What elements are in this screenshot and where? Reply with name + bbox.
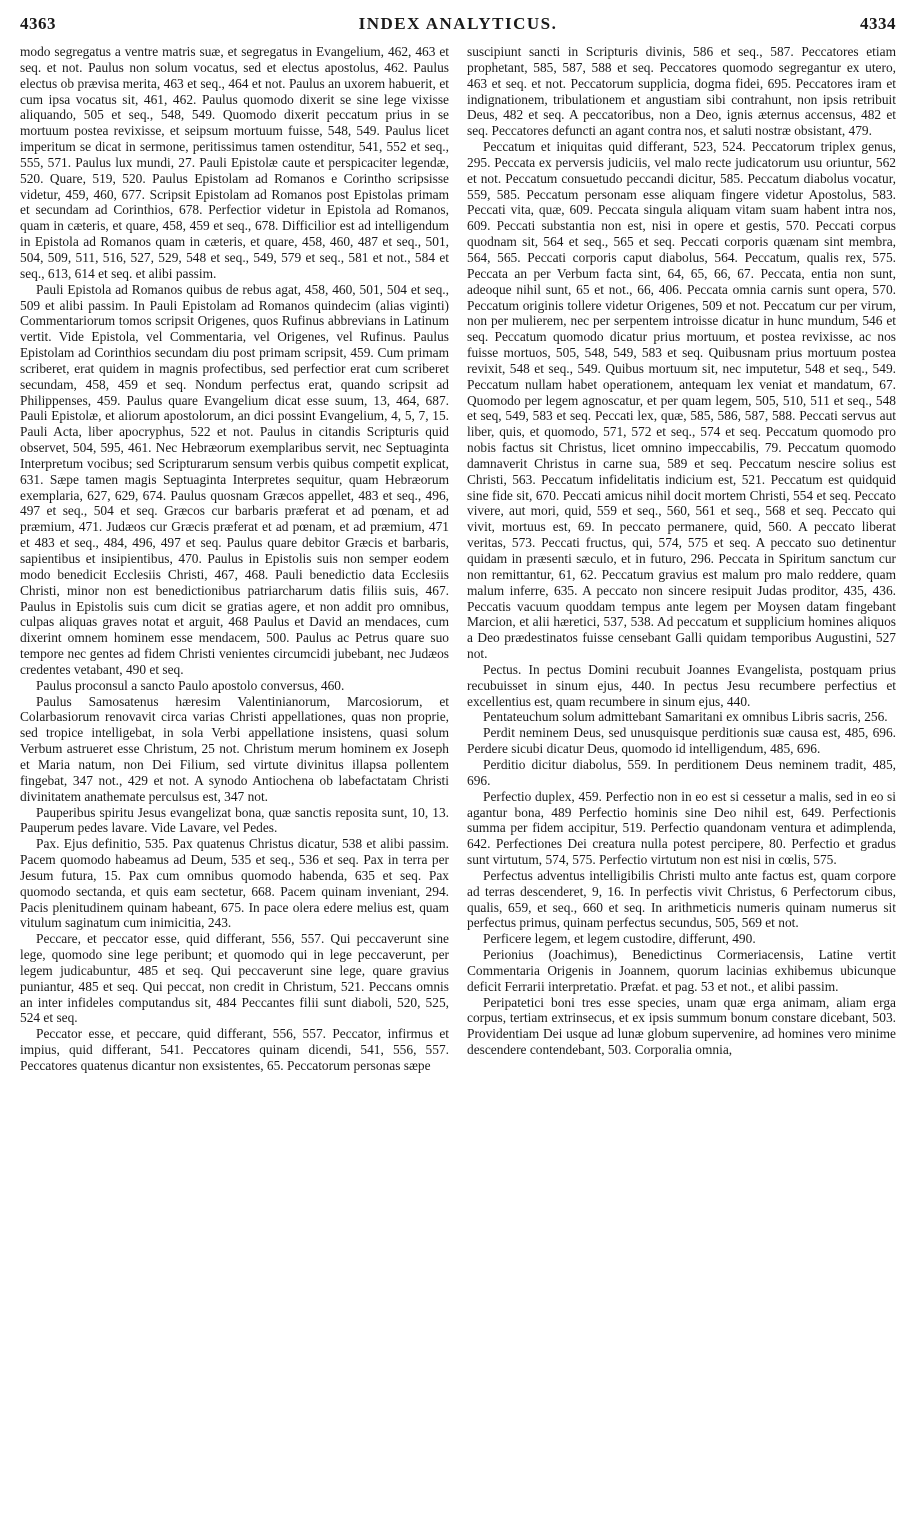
index-entry: Paulus Samosatenus hæresim Valentinianorum, Marcosiorum, et Colarbasiorum renovavit circa varias Christi appellationes, quas non proprie, sed tropice intelligebat, in sola Verbi appellatione insistens, quasi solum Verbum astrueret esse Christum, 25 not. Christum merum hominem ex Joseph et Maria natum, non Dei Filium, sed virtute divinitus illapsa pollentem fingebat, 347 not., 429 et not. A synodo Antiochena ob labefactatam Christi divinitatem anathemate perculsus est, 347 not. bbox=[20, 693, 449, 804]
index-entry: Perdit neminem Deus, sed unusquisque perditionis suæ causa est, 485, 696. Perdere sicubi dicatur Deus, quomodo id intelligendum, 485, 696. bbox=[467, 725, 896, 757]
index-entry: Perfectus adventus intelligibilis Christi multo ante factus est, quam corpore ad terras descenderet, 9, 16. In perfectis vivit Christus, 6 Perfectorum cibus, qualis, 659, et seq., 660 et seq. In arithmeticis numeris quinam numerus sit perfectus primus, quinam perfectus secundus, 505, 569 et not. bbox=[467, 867, 896, 931]
index-entry: Pectus. In pectus Domini recubuit Joannes Evangelista, postquam prius recubuisset in sinum ejus, 440. In pectus Jesu recumbere perfectius et excellentius est, quam recumbere in sinum ejus, 440. bbox=[467, 661, 896, 709]
index-entry: Perfectio duplex, 459. Perfectio non in eo est si cessetur a malis, sed in eo si agantur bona, 489 Perfectio hominis sine Deo nihil est, 649. Perfectionis summa per fidem accipitur, 519. Perfectio quandonam ventura et adimplenda, 642. Perfectiones Dei creatura nulla potest percipere, 80. Perfectio et gradus sunt virtutum, 574, 575. Perfectio virtutum non est nisi in cœlis, 575. bbox=[467, 788, 896, 868]
index-entry: Peccatum et iniquitas quid differant, 523, 524. Peccatorum triplex genus, 295. Peccata ex perversis judiciis, vel malo recte judicatorum usu oriuntur, 562 et not. Peccatum consuetudo peccandi dicitur, 585. Peccatum diabolus vocatur, 559, 585. Peccatum personam esse aliquam fingere videtur Apostolus, 583. Peccati vita, quæ, 609. Peccata singula aliquam vitam suam habent intra nos, 609. Peccati substantia non est, nisi in opere et gestis, 570. Peccati corpus quodnam sit, 564 et seq., 565 et seq. Peccati corporis quænam sint membra, 564, 565. Peccati corporis caput diabolus, 564. Peccatum, qualis rex, 575. Peccata an per Verbum facta sint, 64, 65, 66, 67. Peccata, entia non sunt, adeoque nihil sunt, 65 et not., 66, 406. Peccata omnia carnis sunt opera, 570. Peccatum originis tollere videtur Origenes, 509 et not. Peccatum cur per virum, non per mulierem, nec per serpentem introisse dicatur in hunc mundum, 546 et seq. Peccatum quomodo dicatur prius mortuum, et postea revixisse, ac nos fuisse mortuos, 505, 548, 549, 583 et seq. Quibusnam prius mortuum postea revixit, 548 et seq., 549. Quibus mortuum sit, nec imputetur, 548 et seq., 549. Peccatum nullam habet operationem, antequam lex veniat et mandatum, 67. Quomodo per legem agnoscatur, et per quam legem, 505, 510, 511 et seq., 548 et seq, 549, 583 et seq. Peccati lex, quæ, 585, 586, 587, 588. Peccati servus aut liber, quis, et quomodo, 571, 572 et seq., 574 et seq. Peccatum quomodo pro nobis factus sit Christus, licet omnino impeccabilis, 79. Peccatum quomodo damnaverit Christus in carne sua, 589 et seq. Peccatum nescire solius est Christi, 563. Peccatum infidelitatis indicium est, 521. Peccatum est quidquid sine fide sit, 670. Peccati amicus nihil docit mortem Christi, 554 et seq. Peccato vivere, aut mori, quid, 559 et seq., 560, 561 et seq., 568 et seq. Peccato qui vivit, mortuus est, 69. In peccato permanere, quid, 560. A peccato liberat veritas, 573. Peccati fructus, qui, 574, 575 et seq. A peccato suo detinentur quidam in præsenti sæculo, et in futuro, 296. Peccata in Spiritum sanctum cur non remittantur, 61, 62. Peccatum gravius est malum pro malo reddere, quam malum inferre, 635. A peccato non sincere resipuit Judas proditor, 435, 436. Peccatis vacuum quoddam tempus ante legem per Moysen datam fingebant Marcion, et alii hæretici, 537, 538. Ad peccatum et supplicium homines aliquos a Deo prædestinatos fuisse censebant Galli quidam temporibus Augustini, 527 not. bbox=[467, 139, 896, 662]
index-entry: Perficere legem, et legem custodire, differunt, 490. bbox=[483, 931, 756, 947]
right-column bbox=[467, 44, 896, 1074]
index-entry: modo segregatus a ventre matris suæ, et segregatus in Evangelium, 462, 463 et seq. et not. Paulus non solum vocatus, sed et electus apostolus, 462. Paulus electus ob prævisa merita, 463 et seq., 464 et not. Paulus an uxorem habuerit, et cum ipsa vocatus sit, 461, 462. Paulus quomodo dixerit se sine lege vixisse aliquando, 505 et seq., 548, 549. Quomodo dixerit peccatum prius in se mortuum postea revixisse, et seipsum mortuum fuisse, 548, 549. Paulus licet imperitum se dicat in sermone, peritissimus tamen ostenditur, 541, 552 et seq., 555, 571. Paulus lux mundi, 27. Pauli Epistolæ caute et perspicaciter legendæ, 520. Quare, 519, 520. Paulus Epistolam ad Romanos e Corintho scripsisse videtur, 459, 460, 677. Scripsit Epistolam ad Romanos post Epistolas primam et secundam ad Corinthios, 678. Perfectior videtur in Epistola ad Romanos, quam in cæteris, et quare, 458, 459 et seq., 678. Difficilior est ad intelligendum in Epistola ad Romanos quam in cæteris, et quare, 458, 460, 487 et seq., 501, 504, 509, 511, 516, 527, 529, 548 et seq., 549, 579 et seq., 581 et not., 584 et seq., 613, 614 et seq. et alibi passim. bbox=[20, 44, 449, 281]
page-number-left: 4363 bbox=[20, 14, 56, 33]
index-entry: Perditio dicitur diabolus, 559. In perditionem Deus neminem tradit, 485, 696. bbox=[467, 756, 896, 788]
left-column bbox=[20, 44, 449, 1074]
page-number-right: 4334 bbox=[859, 14, 896, 33]
index-entry: Pentateuchum solum admittebant Samaritani ex omnibus Libris sacris, 256. bbox=[483, 709, 888, 725]
running-title: INDEX ANALYTICUS. bbox=[358, 14, 558, 33]
index-entry: Pauperibus spiritu Jesus evangelizat bona, quæ sanctis reposita sunt, 10, 13. Pauperum pedes lavare. Vide Lavare, vel Pedes. bbox=[20, 804, 449, 836]
index-entry: Peripatetici boni tres esse species, unam quæ erga animam, aliam erga corpus, tertiam extrinsecus, et ex ipsis summum bonum constare dicebant, 503. Providentiam Dei usque ad lunæ globum supervenire, ad homines vero minime descendere contendebant, 503. Corporalia omnia, bbox=[467, 994, 896, 1058]
index-entry: Peccare, et peccator esse, quid differant, 556, 557. Qui peccaverunt sine lege, quomodo sine lege peribunt; et quomodo qui in lege peccaverunt, per legem judicabuntur, 485 et seq. Qui peccaverunt sine lege, quare gravius puniantur, 485 et seq. Qui peccat, non credit in Christum, 521. Peccans omnis an inter infideles computandus sit, 484 Peccantes filii sunt diaboli, 520, 525, 524 et seq. bbox=[20, 931, 449, 1026]
index-entry: Perionius (Joachimus), Benedictinus Cormeriacensis, Latine vertit Commentaria Origenis in Joannem, quorum lacinias exhibemus ubicunque deficit Ferrarii interpretatio. Præfat. et pag. 53 et not., et alibi passim. bbox=[467, 947, 896, 994]
index-entry: Pax. Ejus definitio, 535. Pax quatenus Christus dicatur, 538 et alibi passim. Pacem quomodo habeamus ad Deum, 535 et seq., 536 et seq. Pax in terra per Jesum futura, 15. Pax cum omnibus quomodo habenda, 635 et seq. Pax quomodo sectanda, et quis eam sectetur, 668. Pacem quinam inveniant, 294. Pacis plenitudinem quinam habeant, 675. In pace olera edere melius est, quam vitulum saginatum cum inimicitia, 243. bbox=[20, 836, 449, 931]
index-entry: Paulus proconsul a sancto Paulo apostolo conversus, 460. bbox=[36, 677, 345, 693]
index-entry: suscipiunt sancti in Scripturis divinis, 586 et seq., 587. Peccatores etiam prophetant, 585, 587, 588 et seq. Peccatores quomodo segregantur ex utero, 463 et seq. et not. Peccatorum supplicia, dogma fidei, 695. Peccatores iram et indignationem, tribulationem et angustiam sibi contrahunt, non ipsis retribuit Deus, 482 et seq. A peccatoribus, non a Deo, ignis æternus accensus, 482 et seq. Peccatores defuncti an agant contra nos, et saluti nostræ obsistant, 479. bbox=[467, 44, 896, 139]
index-entry: Peccator esse, et peccare, quid differant, 556, 557. Peccator, infirmus et impius, quid differant, 541. Peccatores quinam dicendi, 541, 556, 557. Peccatores quatenus dicantur non exsistentes, 65. Peccatorum personas sæpe bbox=[20, 1026, 449, 1073]
index-entry: Pauli Epistola ad Romanos quibus de rebus agat, 458, 460, 501, 504 et seq., 509 et alibi passim. In Pauli Epistolam ad Romanos quindecim (alias viginti) Commentariorum tomos scripsit Origenes, quos Rufinus abbrevians in Latinum vertit. Vide Epistola, vel Commentaria, vel Origenes, vel Rufinus. Paulus Epistolam ad Corinthios secundam diu post primam scripsit, 459. Cum primam scriberet, erat quidem in magnis profectibus, sed perfectior erat cum scriberet secundam, 458, 459 et seq. Nondum perfectus erat, quando scripsit ad Philippenses, 459. Paulus quare Evangelium dicat esse suum, 13, 464, 687. Pauli Epistolæ, et aliorum apostolorum, an dici possint Evangelium, 4, 5, 7, 15. Pauli Acta, liber apocryphus, 522 et not. Paulus in citandis Scripturis quid observet, 504, 595, 461. Nec Hebræorum exemplaribus servit, nec Septuaginta Interpretum vocibus; sed Scripturarum sensum verbis quibus competit explicat, 631. Sæpe tamen magis Septuaginta Interpretes sequitur, quam Hebræorum exemplaria, 627, 629, 674. Paulus quosnam Græcos appellet, 483 et seq., 496, 497 et seq., 504 et seq. Græcos cur barbaris præferat et ad pœnam, et ad præmium, 471. Judæos cur Græcis præferat et ad pœnam, et ad præmium, 471 et 483 et seq., 484, 496, 497 et seq. Paulus quare debitor Græcis et barbaris, sapientibus et insipientibus, 470. Paulus in Epistolis suis non semper eodem modo benedicit Ecclesiis Christi, 467, 468. Pauli benedictio data Ecclesiis Christi, minor non est benedictionibus patriarcharum datis filiis suis, 467. Paulus in Epistolis suis cum dicit se gratias agere, et non addit pro omnibus, culpas aliquas graves notat et arguit, 468 Paulus et David an mendaces, cum dixerint omnem hominem esse mendacem, 500. Paulus ac Petrus quare suo tempore nec gentes ad fidem Christi venientes circumcidi jubebant, nec Judæos credentes vetabant, 490 et seq. bbox=[20, 281, 449, 677]
page-header bbox=[20, 14, 896, 40]
text-columns bbox=[20, 44, 896, 1074]
